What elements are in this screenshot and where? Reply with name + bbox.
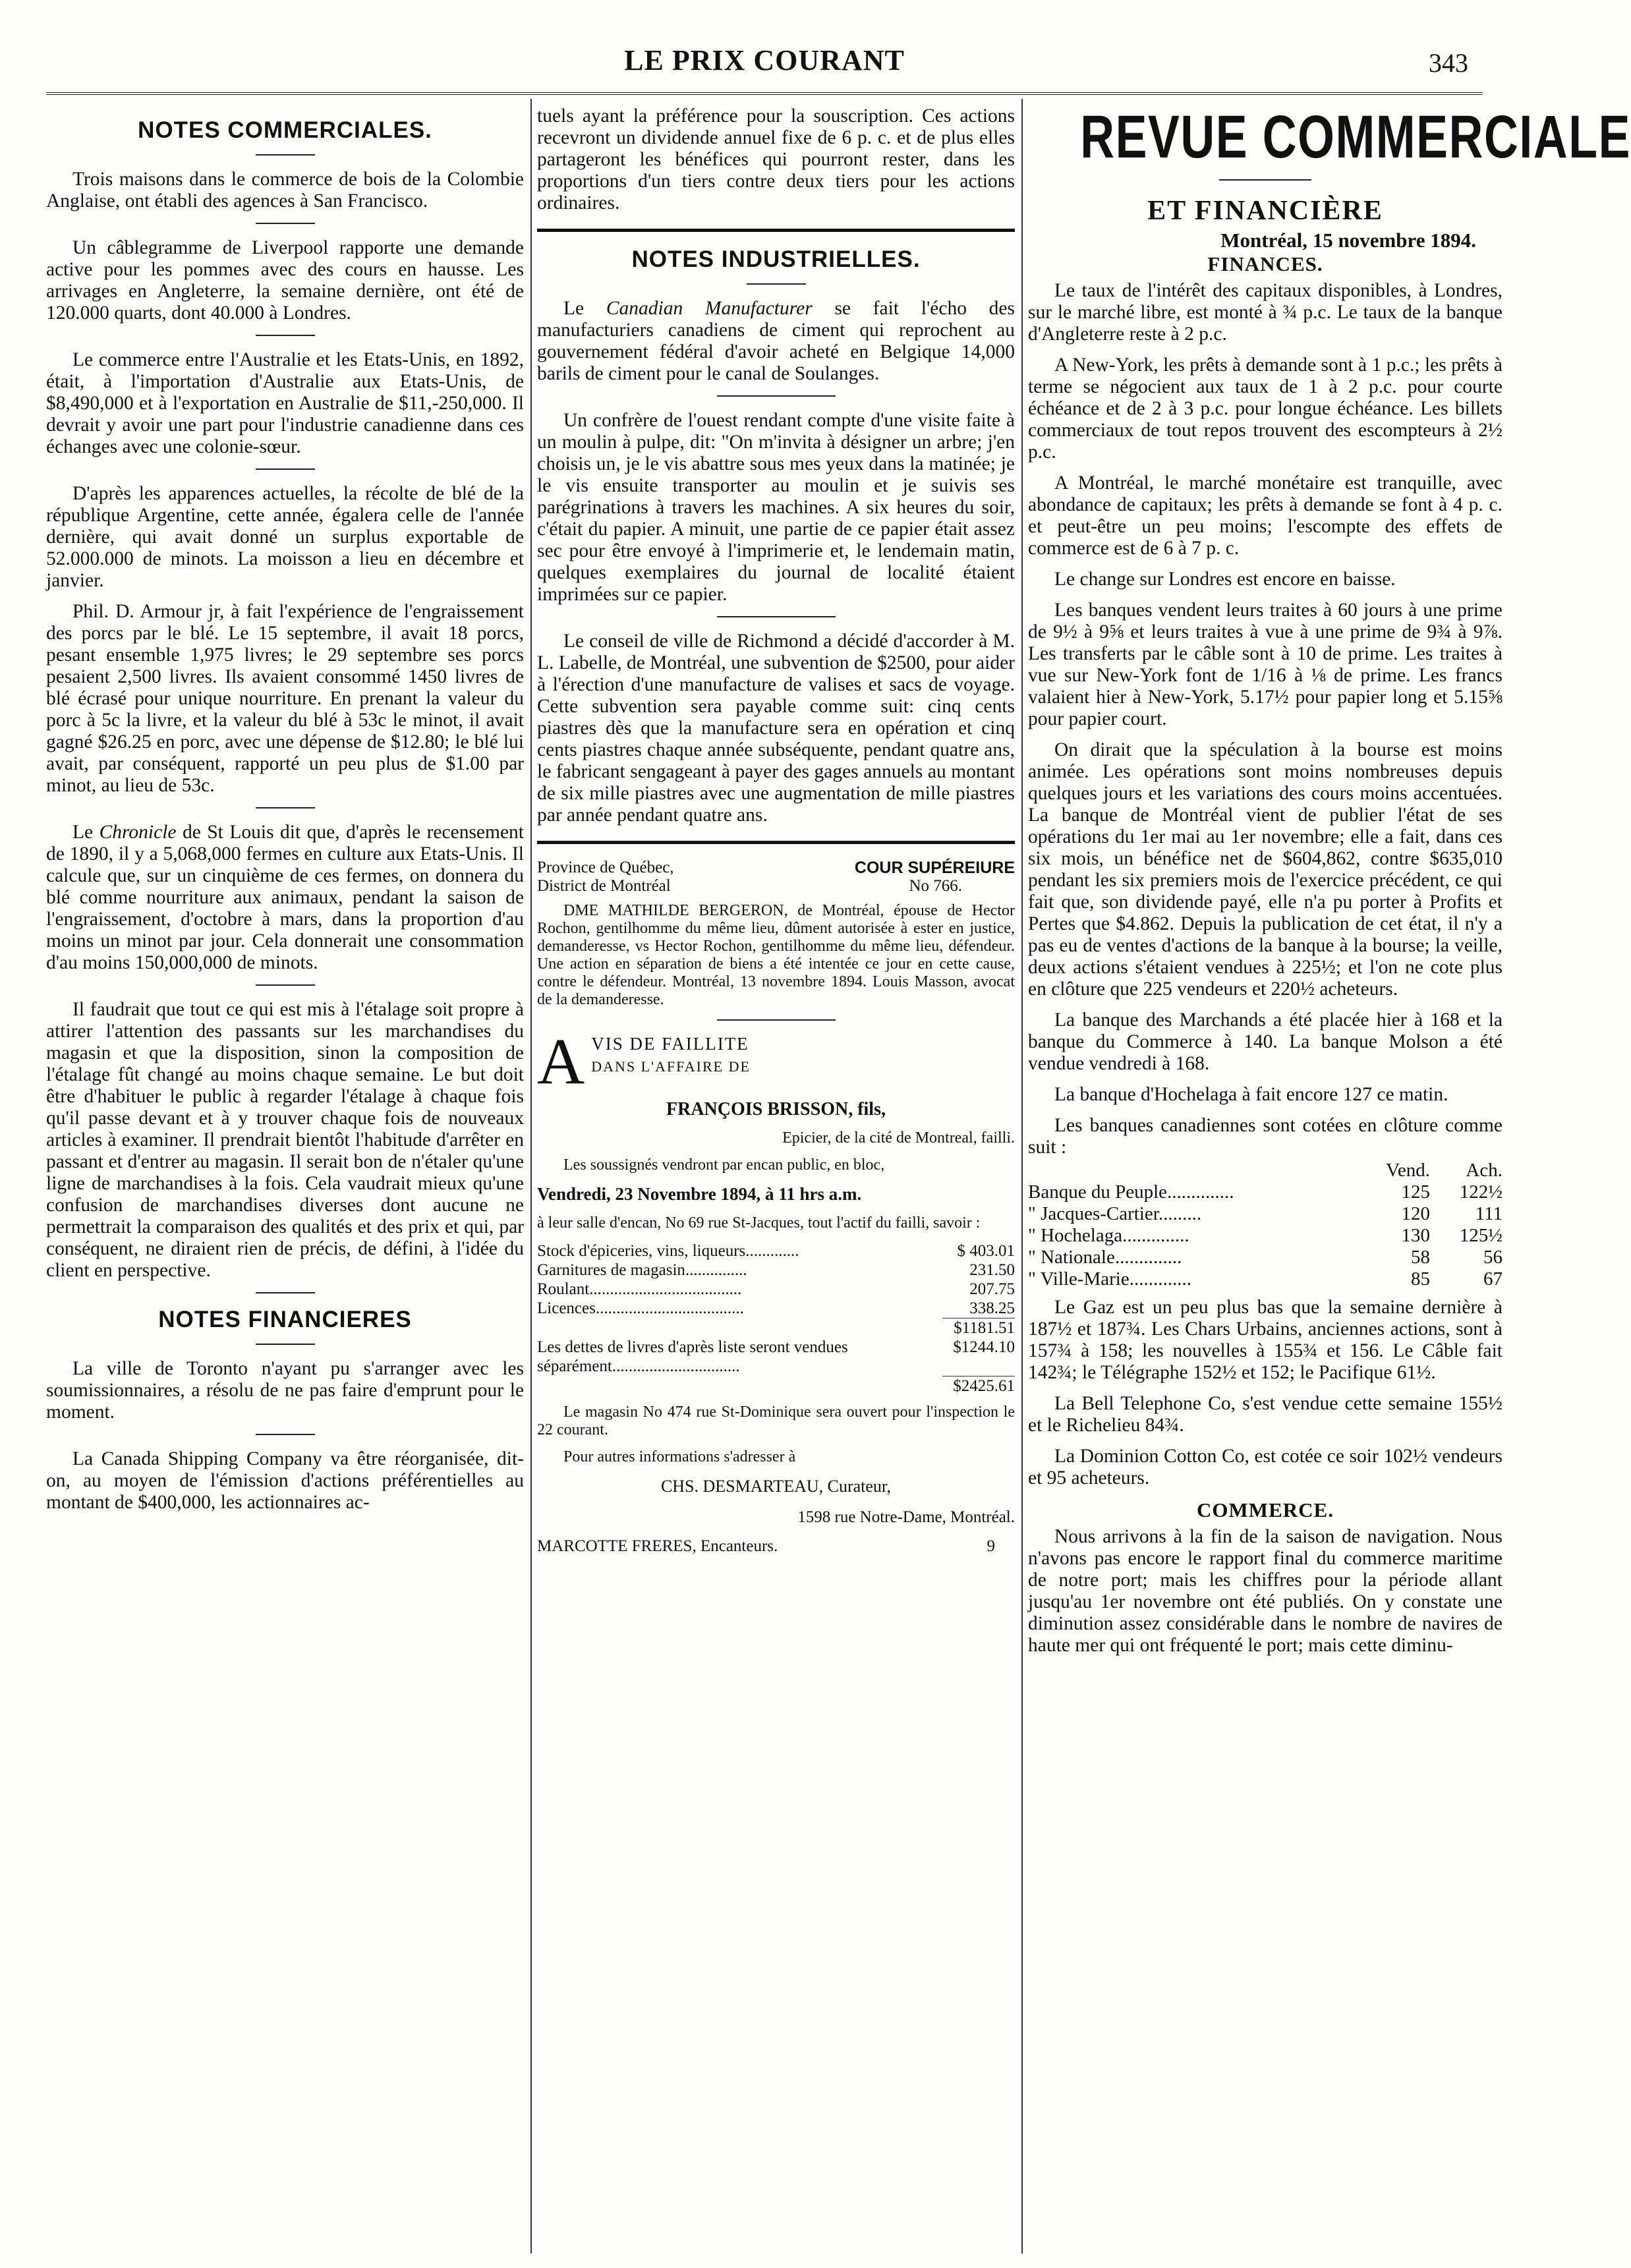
inventory-row [537,1261,1015,1280]
inventory-label: Licences.................................... [537,1299,744,1317]
encanteurs: MARCOTTE FRERES, Encanteurs. [537,1537,778,1555]
paragraph: La banque d'Hochelaga à fait encore 127 ce matin. [1054,1084,1448,1105]
column-2 [537,105,1015,2254]
section-title: COMMERCE. [1197,1498,1334,1521]
bank-name: " Nationale.............. [1028,1247,1182,1268]
revue-subtitle: ET FINANCIÈRE [1147,196,1383,226]
court-province: Province de Québec, [537,859,674,876]
bank-vend: 120 [1401,1203,1430,1224]
section-title: NOTES INDUSTRIELLES. [631,246,921,272]
bank-row [1028,1247,1502,1268]
inventory-amount: $ 403.01 [957,1242,1015,1260]
paragraph: Un confrère de l'ouest rendant compte d'une visite faite à un moulin à pulpe, dit: "On m'invita à désigner un arbre; j'en choisis un, je le vis abattre sous mes yeux dans la matinée; je le vis ensuite transporter au moulin et je suivis ses parégrinations à travers les machines. A six heures du soir, c'était du papier. A minuit, une partie de ce papier était assez sec pour être envoyé à l'imprimerie et, le lendemain matin, quelques exemplaires du journal de localité étaient imprimées sur ce papier. [537,410,1015,605]
avis-line1: VIS DE FAILLITE [591,1034,749,1054]
paragraph: A New-York, les prêts à demande sont à 1 p.c.; les prêts à terme se négocient aux taux de 1 à 2 p.c. pour courte échéance et de 2 à 3 p.c. pour longue échéance. Les billets commerciaux de tout repos trouvent des escompteurs à 2½ p.c. [1028,354,1502,463]
bank-ach: 111 [1475,1203,1502,1224]
column-1 [46,105,524,2254]
curateur-adresse: 1598 rue Notre-Dame, Montréal. [797,1508,1015,1526]
court-notice [537,859,1015,1009]
avis-line2: DANS L'AFFAIRE DE [591,1058,751,1075]
bank-row [1028,1268,1502,1290]
paragraph: Un câblegramme de Liverpool rapporte une demande active pour les pommes avec des cours en hausse. Les arrivages en Angleterre, la semaine dernière, ont été de 120.000 quarts, dont 40.000 à Londres. [46,237,524,324]
column-header-vend: Vend. [1386,1160,1430,1181]
bank-name: " Hochelaga.............. [1028,1225,1189,1246]
avis-de-faillite [537,1025,1015,1556]
separator [717,395,836,397]
newspaper-title: LE PRIX COURANT [624,44,905,76]
sale-place: à leur salle d'encan, No 69 rue St-Jacques, tout l'actif du failli, savoir : [537,1214,981,1232]
separator [256,154,315,156]
bank-name: " Ville-Marie............. [1028,1268,1191,1290]
curateur: CHS. DESMARTEAU, Curateur, [660,1476,892,1496]
total: $2425.61 [942,1376,1015,1396]
section-title: FINANCES. [1207,252,1323,275]
separator [1219,179,1311,181]
bank-row [1028,1181,1502,1203]
column-header-ach: Ach. [1466,1160,1502,1181]
separator [256,1344,315,1345]
page-header [46,38,1483,91]
column-divider [1021,99,1023,2254]
court-body: DME MATHILDE BERGERON, de Montréal, épouse de Hector Rochon, gentilhomme du même lieu, dûment autorisée à ester en justice, demanderesse, vs Hector Rochon, gentilhomme du même lieu, défendeur. Une action en séparation de biens a été intentée ce jour en cette cause, contre le défendeur. Montréal, 13 novembre 1894. Louis Masson, avocat de la demanderesse. [537,902,1015,1008]
bank-name: Banque du Peuple.............. [1028,1181,1234,1203]
bank-vend: 130 [1401,1225,1430,1246]
bank-ach: 122½ [1459,1181,1502,1203]
section-title: NOTES FINANCIERES [158,1307,412,1332]
paragraph: La Bell Telephone Co, s'est vendue cette semaine 155½ et le Richelieu 84¾. [1028,1393,1502,1436]
inventory-label: Garnitures de magasin............... [537,1261,747,1279]
paragraph: Le Chronicle de St Louis dit que, d'après le recensement de 1890, il y a 5,068,000 fermes en culture aux Etats-Unis. Il calcule que, sur un cinquième de ces fermes, on donnera du blé comme nourriture aux animaux, pendant la saison de l'engraissement, d'octobre à mars, dans la proportion d'au moins un minot par jour. Cela donnerait une consommation d'au moins 150,000,000 de minots. [46,822,524,973]
revue-title: REVUE COMMERCIALE [1080,103,1631,171]
inventory-amount: 231.50 [969,1261,1015,1279]
inventory-amount: 207.75 [969,1280,1015,1298]
inventory-table [537,1241,1015,1396]
failli-desc: Epicier, de la cité de Montreal, failli. [782,1129,1015,1147]
subtotal: $1181.51 [942,1318,1015,1338]
inventory-row [537,1280,1015,1299]
paragraph: A Montréal, le marché monétaire est tranquille, avec abondance de capitaux; les prêts à demande se font à 4 p. c. et peut-être un peu moins; l'escompte des effets de commerce est de 6 à 7 p. c. [1028,472,1502,559]
inventory-amount: 338.25 [969,1299,1015,1317]
paragraph: Le Canadian Manufacturer se fait l'écho des manufacturiers canadiens de ciment qui reprochent au gouvernement fédéral d'avoir acheté en Belgique 14,000 barils de ciment pour le canal de Soulanges. [537,298,1015,384]
header-rule [46,92,1483,95]
info-note: Pour autres informations s'adresser à [563,1448,796,1465]
court-district: District de Montréal [537,877,671,895]
notice-number: 9 [987,1537,995,1555]
paragraph: Le change sur Londres est encore en baisse. [1054,569,1396,590]
paragraph: D'après les apparences actuelles, la récolte de blé de la république Argentine, cette année, égalera celle de l'année dernière, qui avait donné un surplus exportable de 52.000.000 de minots. La moisson a lieu en décembre et janvier. [46,483,524,591]
inventory-row [537,1299,1015,1318]
avis-intro: Les soussignés vendront par encan public, en bloc, [563,1156,885,1174]
separator [256,468,315,470]
paragraph: Le taux de l'intérêt des capitaux disponibles, à Londres, sur le marché libre, est monté à ¾ p.c. Le taux de la banque d'Angleterre reste à 2 p.c. [1028,280,1502,345]
column-3 [1028,103,1631,2254]
dateline: Montréal, 15 novembre 1894. [1220,229,1476,252]
section-rule [537,229,1015,232]
paragraph: Phil. D. Armour jr, à fait l'expérience de l'engraissement des porcs par le blé. Le 15 septembre, il avait 18 porcs, pesant ensemble 1,975 livres; le 29 septembre ses porcs pesaient 2,500 livres. Ils avaient consommé 1450 livres de blé écrasé pour unique nourriture. En prenant la valeur du porc à 5c la livre, et la valeur du blé à 53c le minot, il avait gagné $26.25 en porc, avec une dépense de $12.80; le blé lui avait, par conséquent, rapporté un peu plus de $1.00 par minot, au lieu de 53c. [46,601,524,796]
separator [717,1019,836,1021]
page-number: 343 [1429,48,1468,78]
bank-vend: 125 [1401,1181,1430,1203]
paragraph: Il faudrait que tout ce qui est mis à l'étalage soit propre à attirer l'attention des passants sur les marchandises du magasin et que la disposition, sinon la composition de l'étalage fût changé au moins chaque semaine. Le but doit être d'habituer le public à regarder l'étalage à chaque fois qu'il passe devant et à y trouver chaque fois de nouveaux articles à examiner. Il prendrait bientôt l'habitude d'arrêter en passant et d'entrer au magasin. Il serait bon de n'étaler qu'une ligne de marchandises à la fois. Cela vaudrait mieux qu'une confusion de marchandises diverses dont aucune ne permettrait la comparaison des qualités et des prix et qui, par conséquent, ne diraient rien de précis, de défini, à l'idée du client en perspective. [46,999,524,1281]
paragraph: Le Gaz est un peu plus bas que la semaine dernière à 187½ et 187¾. Les Chars Urbains, anciennes actions, sont à 157¾ à 158; les nouvelles à 155¾ et 156. Le Câble fait 142¾; le Télégraphe 152½ et 152; le Pacifique 61½. [1028,1297,1502,1383]
section-title: NOTES COMMERCIALES. [138,117,432,143]
paragraph: Le conseil de ville de Richmond a décidé d'accorder à M. L. Labelle, de Montréal, une subvention de $2500, pour aider à l'érection d'une manufacture de valises et sacs de voyage. Cette subvention sera payable comme suit: cinq cents piastres dès que la manufacture sera en opération et cinq cents piastres chaque année subséquente, pendant quatre ans, le fabricant sengageant à payer des gages annuels au montant de six mille piastres avec une augmentation de mille piastres par année pendant quatre ans. [537,631,1015,826]
bank-ach: 125½ [1459,1225,1502,1246]
magasin-note: Le magasin No 474 rue St-Dominique sera ouvert pour l'inspection le 22 courant. [537,1403,1015,1438]
bank-vend: 85 [1411,1268,1430,1290]
column-divider [530,99,532,2254]
separator [256,335,315,336]
separator [256,1434,315,1435]
separator [256,984,315,986]
dettes-amount: $1244.10 [953,1338,1015,1356]
bank-name: " Jacques-Cartier......... [1028,1203,1202,1224]
separator [256,223,315,224]
separator [747,283,806,285]
paragraph: Trois maisons dans le commerce de bois de la Colombie Anglaise, ont établi des agences à San Francisco. [46,169,524,212]
paragraph: On dirait que la spéculation à la bourse est moins animée. Les opérations sont moins nombreuses depuis quelques jours et les variations des cours moins accentuées. La banque de Montréal vient de publier l'état de ses opérations du 1er mai au 1er novembre; elle a fait, dans ces six mois, un bénéfice net de $604,862, contre $635,010 pendant les six premiers mois de l'exercice précédent, ce qui fait que, son dividende payé, elle n'a pu porter à Profits et Pertes que $4.862. Depuis la publication de cet état, il n'y a pas eu de ventes d'actions de la banque à la bourse; la veille, deux actions s'étaient vendues à 225½; et l'on ne cote plus en clôture que 225 vendeurs et 220½ acheteurs. [1028,739,1502,1000]
separator [256,807,315,808]
court-title: COUR SUPÉREIURE [854,859,1015,877]
drop-cap: A [537,1025,585,1098]
bank-row [1028,1225,1502,1247]
paragraph: La Dominion Cotton Co, est cotée ce soir 102½ vendeurs et 95 acheteurs. [1028,1446,1502,1488]
paragraph: Les banques vendent leurs traites à 60 jours à une prime de 9½ à 9⅝ et leurs traites à vue à une prime de 9¾ à 9⅞. Les transferts par le câble sont à 10 de prime. Les traites à vue sur New-York font de 1/16 à ⅛ de prime. Les francs valaient hier à New-York, 5.17½ pour papier long et 5.15⅝ pour papier court. [1028,600,1502,729]
dettes-label: Les dettes de livres d'après liste seront vendues séparément............................... [537,1338,848,1375]
bank-quotes-table [1028,1160,1502,1290]
paragraph: La banque des Marchands a été placée hier à 168 et la banque du Commerce à 140. La banque Molson a été vendue vendredi à 168. [1028,1009,1502,1074]
bank-vend: 58 [1411,1247,1430,1268]
bank-ach: 67 [1483,1268,1502,1290]
sale-date: Vendredi, 23 Novembre 1894, à 11 hrs a.m. [537,1184,862,1204]
court-number: No 766. [909,877,962,895]
paragraph: Nous arrivons à la fin de la saison de navigation. Nous n'avons pas encore le rapport final du commerce maritime de notre port; mais les chiffres pour la période allant jusqu'au 1er novembre ont été publiés. On y constate une diminution assez considérable dans le nombre de navires de haute mer qui ont fréquenté le port; mais cette diminu- [1028,1526,1502,1656]
inventory-row [537,1241,1015,1261]
paragraph: La ville de Toronto n'ayant pu s'arranger avec les soumissionnaires, a résolu de ne pas faire d'emprunt pour le moment. [46,1358,524,1423]
failli-name: FRANÇOIS BRISSON, fils, [666,1099,886,1120]
inventory-label: Stock d'épiceries, vins, liqueurs............. [537,1242,799,1260]
bank-row [1028,1203,1502,1225]
separator [256,1292,315,1293]
paragraph: Le commerce entre l'Australie et les Etats-Unis, en 1892, était, à l'importation d'Australie aux Etats-Unis, de $8,490,000 et à l'exportation en Australie de $11,-250,000. Il devrait y avoir une part pour l'industrie canadienne dans ces échanges avec une colonie-sœur. [46,349,524,457]
bank-ach: 56 [1483,1247,1502,1268]
paragraph: Les banques canadiennes sont cotées en clôture comme suit : [1028,1115,1502,1158]
section-rule [537,841,1015,844]
inventory-label: Roulant..................................... [537,1280,742,1298]
separator [717,616,836,617]
paragraph: tuels ayant la préférence pour la souscription. Ces actions recevront un dividende annuel fixe de 6 p. c. et de plus elles partageront les bénéfices qui pourront rester, dans les proportions d'un tiers contre deux tiers pour les actions ordinaires. [537,105,1015,213]
paragraph: La Canada Shipping Company va être réorganisée, dit-on, au moyen de l'émission d'actions préférentielles au montant de $400,000, les actionnaires ac- [46,1448,524,1513]
